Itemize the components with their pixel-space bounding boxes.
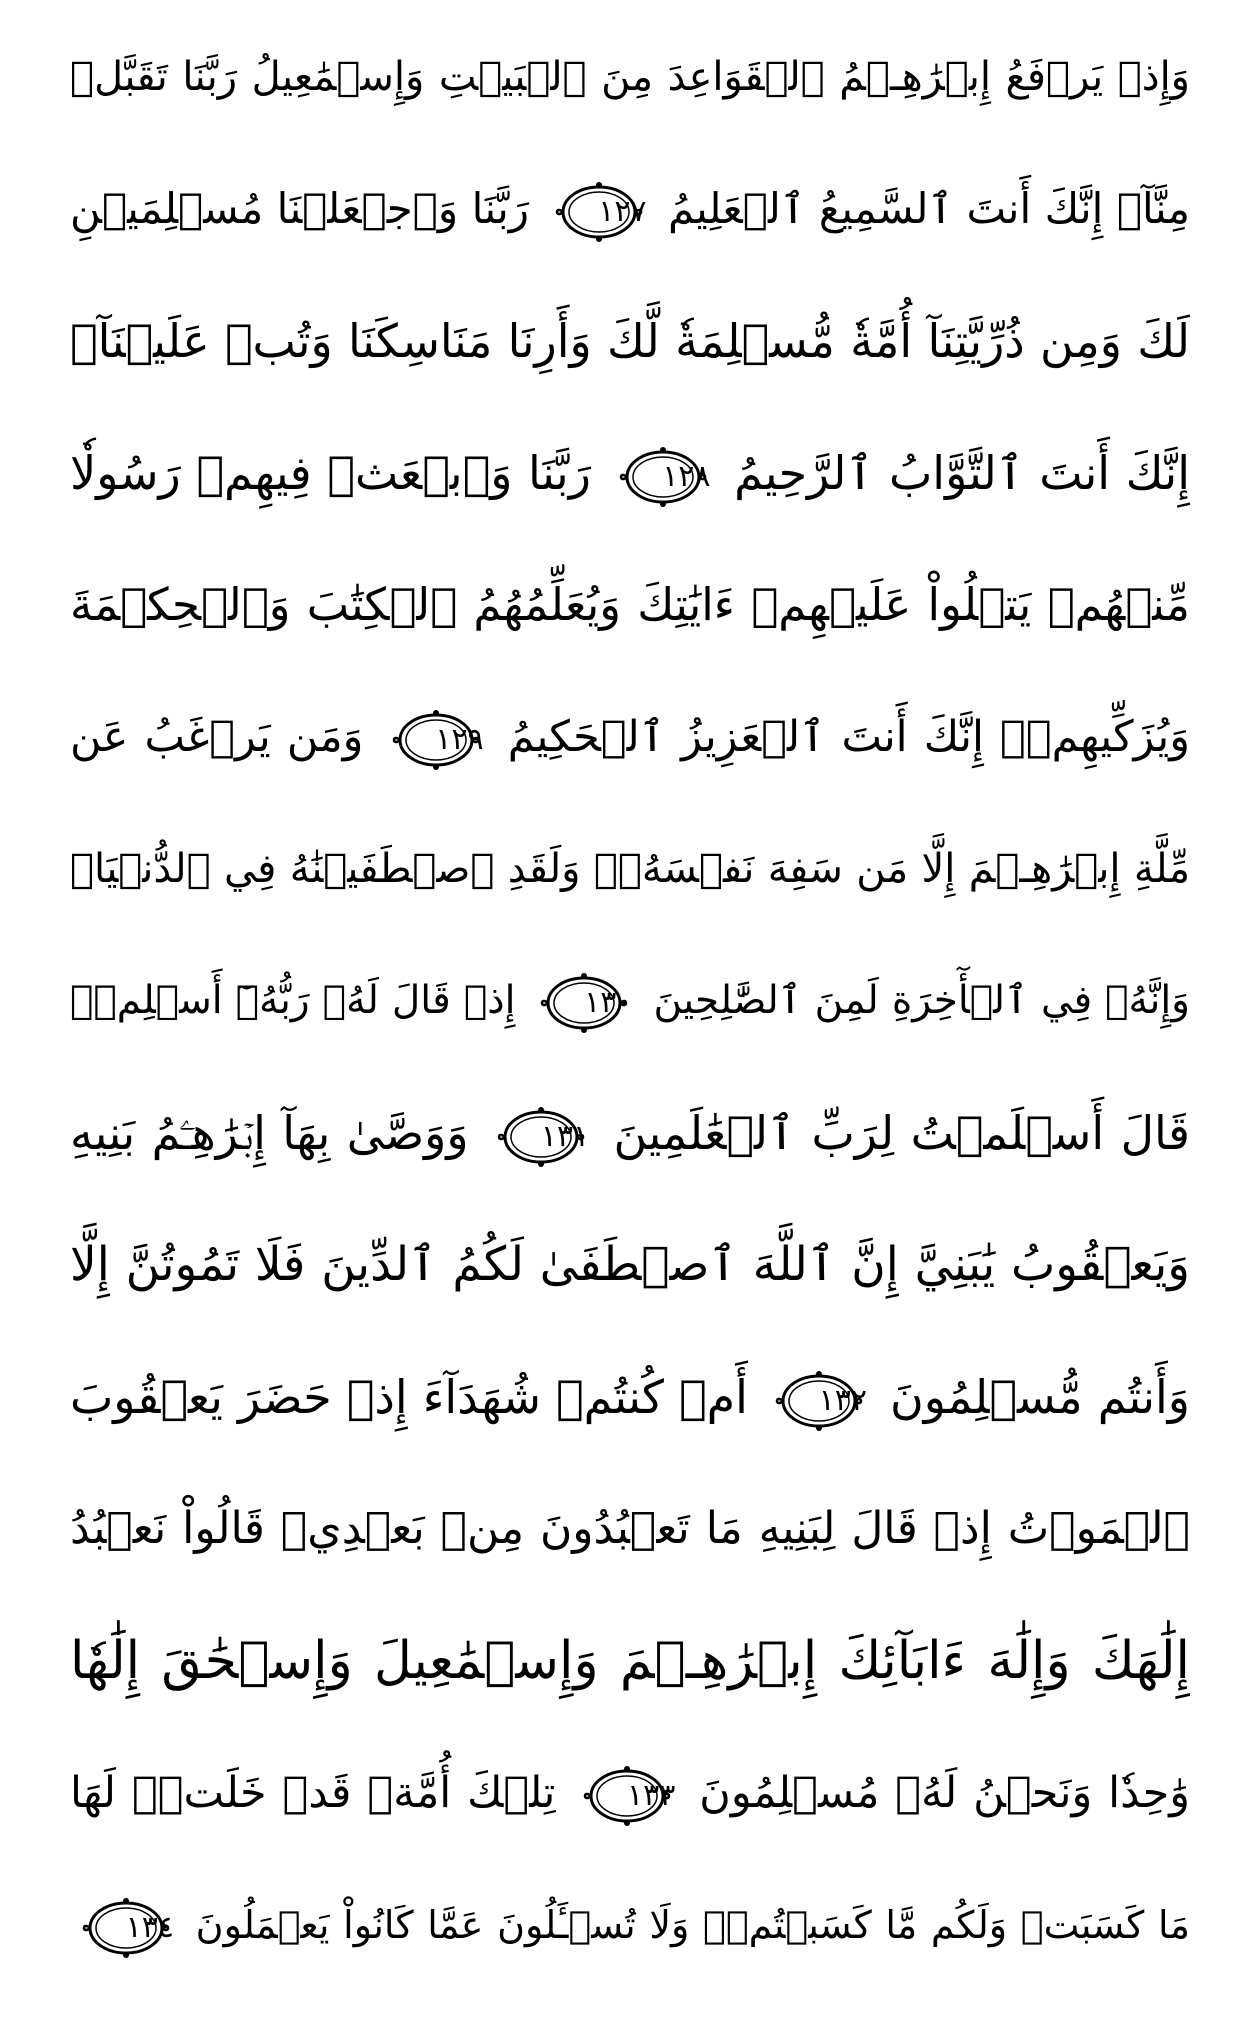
verse-text: إِذۡ قَالَ لَهُۥ رَبُّهُۥٓ أَسۡلِمۡۖ xyxy=(70,978,516,1023)
verse-text: وَإِنَّهُۥ فِي ٱلۡأٓخِرَةِ لَمِنَ ٱلصَّٰلِحِينَ xyxy=(653,978,1190,1023)
verse-text: أَمۡ كُنتُمۡ شُهَدَآءَ إِذۡ حَضَرَ يَعۡقُوبَ xyxy=(70,1370,748,1424)
verse-text: ٱلۡمَوۡتُ إِذۡ قَالَ لِبَنِيهِ مَا تَعۡبُدُونَ مِنۢ بَعۡدِيۖ قَالُواْ نَعۡبُدُ xyxy=(70,1503,1190,1554)
verse-lines xyxy=(70,18,1190,2018)
verse-text: وَأَنتُم مُّسۡلِمُونَ xyxy=(890,1370,1190,1424)
verse-text: وَيَعۡقُوبُ يَٰبَنِيَّ إِنَّ ٱللَّهَ ٱصۡطَفَىٰ لَكُمُ ٱلدِّينَ فَلَا تَمُوتُنَّ إِلَّا xyxy=(70,1237,1190,1292)
ayah-end-marker xyxy=(78,1897,174,1959)
verse-line xyxy=(70,1866,1190,1984)
verse-text: إِلَٰهَكَ وَإِلَٰهَ ءَابَآئِكَ إِبۡرَٰهِـۧمَ وَإِسۡمَٰعِيلَ وَإِسۡحَٰقَ إِلَٰهٗا xyxy=(70,1631,1190,1691)
verse-text: مِنَّآۖ إِنَّكَ أَنتَ ٱلسَّمِيعُ ٱلۡعَلِيمُ xyxy=(668,184,1190,233)
verse-line xyxy=(70,678,1190,796)
ayah-number: ١٢٧ xyxy=(598,193,647,229)
ayah-number: ١٣١ xyxy=(540,1118,590,1154)
verse-text: وَيُزَكِّيهِمۡۚ إِنَّكَ أَنتَ ٱلۡعَزِيزُ ٱلۡحَكِيمُ xyxy=(507,712,1190,762)
verse-text: مِّنۡهُمۡ يَتۡلُواْ عَلَيۡهِمۡ ءَايَٰتِكَ وَيُعَلِّمُهُمُ ٱلۡكِتَٰبَ وَٱلۡحِكۡمَةَ xyxy=(70,578,1190,631)
verse-line xyxy=(70,1206,1190,1324)
ayah-number: ١٣٤ xyxy=(125,1909,174,1945)
verse-line xyxy=(70,546,1190,664)
verse-line xyxy=(70,1470,1190,1588)
ayah-number: ١٢٩ xyxy=(435,721,484,757)
ayah-end-marker xyxy=(615,446,711,508)
verse-text: وَمَن يَرۡغَبُ عَن xyxy=(70,712,364,762)
ayah-end-marker xyxy=(493,1106,589,1168)
verse-text: تِلۡكَ أُمَّةٞ قَدۡ خَلَتۡۖ لَهَا xyxy=(70,1768,556,1818)
verse-text: وَٰحِدٗا وَنَحۡنُ لَهُۥ مُسۡلِمُونَ xyxy=(699,1768,1190,1818)
verse-line xyxy=(70,1602,1190,1720)
verse-text: وَإِذۡ يَرۡفَعُ إِبۡرَٰهِـۧمُ ٱلۡقَوَاعِدَ مِنَ ٱلۡبَيۡتِ وَإِسۡمَٰعِيلُ رَبَّنَا تَقَبَّلۡ xyxy=(70,54,1190,100)
verse-text: رَبَّنَا وَٱبۡعَثۡ فِيهِمۡ رَسُولٗا xyxy=(70,446,591,500)
verse-text: مِّلَّةِ إِبۡرَٰهِـۧمَ إِلَّا مَن سَفِهَ نَفۡسَهُۥۚ وَلَقَدِ ٱصۡطَفَيۡنَٰهُ فِي ٱلدُّنۡيَاۖ xyxy=(70,846,1190,892)
verse-text: وَوَصَّىٰ بِهَآ إِبۡرَٰهِـۧمُ بَنِيهِ xyxy=(70,1106,469,1160)
verse-line xyxy=(70,150,1190,268)
verse-line xyxy=(70,282,1190,400)
ayah-end-marker xyxy=(536,972,632,1034)
verse-text: إِنَّكَ أَنتَ ٱلتَّوَّابُ ٱلرَّحِيمُ xyxy=(734,446,1190,500)
ayah-number: ١٢٨ xyxy=(662,458,711,494)
verse-line xyxy=(70,1074,1190,1192)
ayah-number: ١٣٣ xyxy=(627,1777,676,1813)
verse-line xyxy=(70,18,1190,136)
ayah-number: ١٣٠ xyxy=(584,984,633,1020)
verse-text: قَالَ أَسۡلَمۡتُ لِرَبِّ ٱلۡعَٰلَمِينَ xyxy=(613,1106,1190,1160)
ayah-end-marker xyxy=(388,709,484,771)
verse-text: لَكَ وَمِن ذُرِّيَّتِنَآ أُمَّةٗ مُّسۡلِمَةٗ لَّكَ وَأَرِنَا مَنَاسِكَنَا وَتُبۡ عَلَيۡنَآۖ xyxy=(70,314,1190,368)
verse-text: مَا كَسَبَتۡ وَلَكُم مَّا كَسَبۡتُمۡۖ وَلَا تُسۡـَٔلُونَ عَمَّا كَانُواْ يَعۡمَلُونَ xyxy=(195,1903,1190,1947)
ayah-end-marker xyxy=(551,181,647,243)
verse-line xyxy=(70,810,1190,928)
verse-line xyxy=(70,942,1190,1060)
ayah-end-marker xyxy=(579,1765,675,1827)
ayah-end-marker xyxy=(771,1370,867,1432)
verse-line xyxy=(70,1734,1190,1852)
ayah-number: ١٣٢ xyxy=(818,1382,867,1418)
verse-line xyxy=(70,1338,1190,1456)
verse-text: رَبَّنَا وَٱجۡعَلۡنَا مُسۡلِمَيۡنِ xyxy=(70,184,530,233)
verse-line xyxy=(70,414,1190,532)
